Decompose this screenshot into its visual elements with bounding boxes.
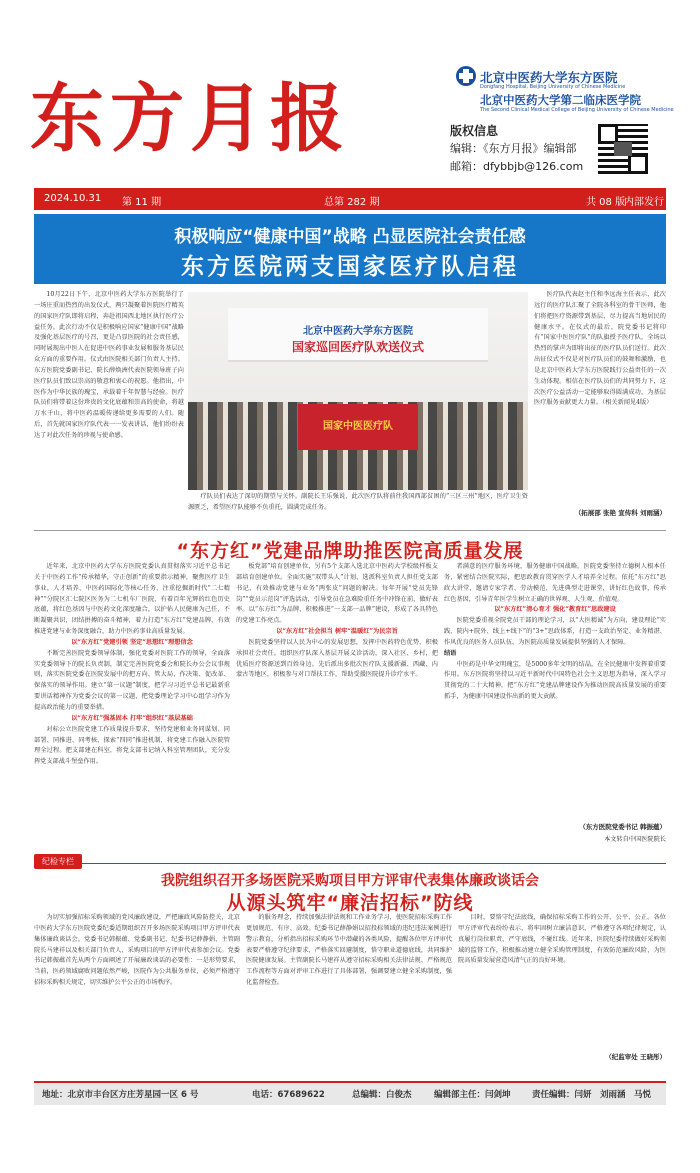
copyright-title: 版权信息 bbox=[450, 124, 499, 138]
article2-col3-text: 者满意的医疗服务环境，服务健康中国战略。医院党委坚持立德树人根本任务，紧密结合医院实际，把思政教育贯穿医学人才培养全过程。依托“东方红”思政大讲堂，邀请专家学者、劳动模范、先进典型走进课堂，讲好红色故事，传承红色基因，引导青年医学生树立正确的世界观、人生观、价值观。 bbox=[444, 563, 666, 603]
article2-col3-text-c: 中医药是中华文明瑰宝，是5000多年文明的结晶，在全民健康中发挥着重要作用。东方医院将坚持以习近平新时代中国特色社会主义思想为指导，深入学习贯彻党的二十大精神，把“东方红”党建品牌建设作为推动医院高质量发展的重要抓手，为健康中国建设作出新的更大贡献。 bbox=[444, 660, 666, 701]
article3-column-3 bbox=[458, 913, 666, 1053]
article1-credit: （拓展部 张艳 宣传科 刘雨涵） bbox=[574, 509, 666, 517]
article1-right-column bbox=[534, 290, 666, 512]
article1-right-text: 医疗队代表赵主任和李远海主任表示，此次远行的医疗队汇聚了全院各科室的骨干医师，他们将把医疗资源带到基层，尽力提高当地居民的健康水平。在仪式的最后，院党委书记将印有“国家中医医疗队”的队旗授予医疗队，全场以热烈的掌声为即将出征的医疗队员们送行。此次出征仪式不仅是对医疗队员们的鼓舞和激励，也是北京中医药大学东方医院践行公益责任的一次生动体现。相信在医疗队员们的共同努力下，这次医疗公益活动一定能够取得圆满成功，为基层医疗服务贡献更大力量。（相关新闻见4版） bbox=[534, 291, 666, 407]
article2-title: “东方红”党建品牌助推医院高质量发展 bbox=[176, 540, 524, 562]
article3-col1-text: 为切实加强招标采购领域的党风廉政建设，严把廉政风险防控关，北京中医药大学东方医院党委纪委适期组织召开多场医院采购项目甲方评审代表集体廉政谈话会。党委书记韩振蕴、党委副书记、纪委书记薛静娟、主管副院长马建祥以及相关部门负责人、采购项目的甲方评审代表参加会议。党委书记韩振蕴首先从两个方面阐述了开展廉政谈话的必要性：一是形势要求，当前，医药领域腐败问题依然严峻，医院作为公共服务单位，必须严格遵守招标采购相关规定，切实维护公平公正的市场秩序。 bbox=[34, 914, 240, 987]
article2-ending-label: 结语 bbox=[444, 649, 457, 657]
footer-address: 地址：北京市丰台区方庄芳星园一区 6 号 bbox=[42, 1090, 199, 1100]
article1-photo bbox=[188, 292, 528, 490]
article2-column-2 bbox=[236, 562, 438, 820]
article2-col1-text: 近年来，北京中医药大学东方医院党委认真贯彻落实习近平总书记关于中医药工作“传承精华，守正创新”的重要指示精神，聚焦医疗卫生事业，人才培养、中医药国际化等核心任务，注重挖掘新时代“二七精神”“分院区汇七院区医务为二七机车厂医院，有着百年光辉的红色历史底蕴，将红色基因与中医药文化深度融合，以护佑人民健康为己任，不断凝聚共识，团结拼搏的奋斗精神，着力打造“东方红”党建品牌，有效推进党建与业务深度融合，助力中医药事业高质量发展。 bbox=[34, 563, 230, 636]
article2-col2-text: 板党部”培育创建单位，另有5个支部入选北京中医药大学校级样板支部培育创建单位。全面实施“双带头人”计划，选派科室负责人担任党支部书记，有效推动党建与业务“两张皮”问题的解决。每年开展“党员先锋岗”“党员示范岗”评选活动，引导党员在急难险重任务中冲锋在前，做好表率。以“东方红”为品牌，积极推进“一支部一品牌”建设，形成了各具特色的党建工作亮点。 bbox=[236, 563, 438, 625]
issue-number: 第 11 期 bbox=[122, 197, 162, 208]
divider bbox=[34, 530, 666, 531]
issue-date: 2024.10.31 bbox=[44, 193, 102, 204]
article3-credit: （纪监审处 王晓彤） bbox=[605, 1053, 666, 1061]
article2-col3-text-b: 医院党委重视全院党员干部的理论学习，以“大医精诚”为方向，建设理论“实践、院内+院外、线上+线下”的“3+”思政体系，打造一支政治坚定、业务精湛、作风优良的医务人员队伍，为医院高质量发展提供坚强的人才保障。 bbox=[444, 617, 666, 646]
article3-title-2: 从源头筑牢“廉洁招标”防线 bbox=[226, 892, 474, 914]
editor-line: 编辑：《东方月报》编辑部 bbox=[450, 142, 577, 155]
issue-pages: 共 08 版 bbox=[586, 197, 626, 208]
headline-title: 东方医院两支国家医疗队启程 bbox=[181, 254, 519, 280]
article2-subhead-1: 以“东方红”党建引领 坚定“思想红”理想信念 bbox=[71, 638, 193, 646]
article1-caption bbox=[188, 492, 528, 522]
article2-col2-text-b: 医院党委坚持以人民为中心的发展思想，发挥中医药特色优势，积极承担社会责任。组织医疗队深入基层开展义诊活动，深入社区、乡村，把优质医疗资源送到百姓身边。先后派出多批次医疗队支援新疆、西藏、内蒙古等地区，积极参与对口帮扶工作，帮助受援医院提升诊疗水平。 bbox=[236, 638, 438, 679]
article3-title-1: 我院组织召开多场医院采购项目甲方评审代表集体廉政谈话会 bbox=[161, 873, 539, 889]
footer-editors: 责任编辑：闫妍 刘雨涵 马悦 bbox=[532, 1090, 652, 1100]
hospital-name-1: 北京中医药大学东方医院 bbox=[480, 70, 618, 85]
masthead-title: 东方月报 bbox=[30, 76, 350, 162]
issue-distribution: 内部发行 bbox=[624, 197, 664, 208]
article3-col2-text: 的服务理念，持续加强法律法规和工作业务学习，使医院招标采购工作更加规范、有序、高效。纪委书记薛静娟以招投标领域的违纪违法案例进行警示教育，分析指出招标采购环节中潜藏的各类风险，提醒各位甲方评审代表要严格遵守纪律要求，严格落实回避制度，恪守职业道德底线，共同维护医院健康发展。主管副院长马建祥从遵守招标采购相关法律法规、严格规范工作流程等方面对评审工作进行了具体部署，强调要建立健全采购制度，强化监督检查。 bbox=[246, 914, 452, 987]
headline-subtitle: 积极响应“健康中国”战略 凸显医院社会责任感 bbox=[174, 227, 526, 247]
article3-col3-text: 目时，要恪守纪法底线，确保招标采购工作的公开、公平、公正。各位甲方评审代表纷纷表示，将牢固树立廉洁意识，严格遵守各项纪律规定，认真履行岗位职责，严守底线，不碰红线。近年来，医院纪委持续做好采购领域的监督工作，积极推动建立健全采购管理制度，有效防范廉政风险，为医院高质量发展营造风清气正的良好环境。 bbox=[458, 914, 666, 965]
hospital-name-2: 北京中医药大学第二临床医学院 bbox=[480, 93, 641, 107]
footer-deputy-director: 编辑部主任：闫剑坤 bbox=[434, 1090, 511, 1100]
article2-subhead-4: 以“东方红”清心育才 强化“教育红”思政建设 bbox=[494, 606, 616, 614]
article2-credit: （东方医院党委书记 韩振蕴） bbox=[579, 823, 666, 831]
issue-total: 总第 282 期 bbox=[324, 197, 380, 208]
footer-chief-editor: 总编辑：白俊杰 bbox=[352, 1090, 412, 1100]
hospital-name-2-en: The Second Clinical Medical College of Beijing University of Chinese Medicine bbox=[480, 107, 674, 113]
section-divider bbox=[34, 863, 666, 864]
article3-column-1 bbox=[34, 913, 240, 1065]
photo-title-2: 国家巡回医疗队欢送仪式 bbox=[291, 340, 424, 354]
article3-column-2 bbox=[246, 913, 452, 1065]
email-line[interactable]: 邮箱：dfybbjb@126.com bbox=[450, 160, 584, 173]
footer-phone: 电话：67689622 bbox=[252, 1090, 325, 1100]
hospital-name-1-en: Dongfang Hospital, Beijing University of Chinese Medicine bbox=[480, 84, 626, 90]
article1-caption-text: 疗队员们表达了深切的期望与关怀。副院长王乐强说，此次医疗队将前往我国西部贫困的“三区三州”地区，医疗卫生资源匮乏，希望医疗队能够不负重托，圆满完成任务。 bbox=[188, 493, 528, 511]
qr-code-icon bbox=[598, 124, 648, 174]
article2-subhead-3: 以“东方红”社会担当 树牢“温暖红”为民宗旨 bbox=[276, 628, 398, 636]
article2-column-3 bbox=[444, 562, 666, 820]
article2-subhead-2: 以“东方红”强基固本 打牢“组织红”基层基础 bbox=[71, 714, 193, 722]
article1-left-text: 10月22日下午，北京中医药大学东方医院举行了一场庄重而热烈的出发仪式，两只凝聚着医院医疗精英的国家医疗队即将启程，奔赴祖国西北地区执行医疗公益任务。此次行动不仅是积极响应国家“健康中国”战略及强化基层医疗的号召，更是凸显医院的社会责任感，同时展现出中医人在促进中医药事业发展和服务基层民众方面的重要作用。仪式由医院相关部门负责人主持。东方医院党委副书记、院长薛焕洲代表医院领导班子向医疗队员们致以崇高的敬意和衷心的祝愿。他指出，中医作为中华民族的瑰宝，承载着千年智慧与经验。医疗队员们将带着这份珍贵的文化底蕴和崇高的使命，将越万水千山，将中医药温暖传递给更多需要的人们。随后，首先就国家医疗队代表一一发表讲话，他们纷纷表达了对此次任务的珍视与使命感。 bbox=[34, 291, 184, 439]
article2-col1-text-c: 对标公立医院党建工作质量提升要求，坚持党建和业务同谋划、同部署、同推进、同考核，探索“四同”推进机制，将党建工作融入医院管理全过程。把支部建在科室，将党支部书记纳入科室管理团队，充分发挥党支部战斗堡垒作用。 bbox=[34, 725, 230, 766]
article2-column-1 bbox=[34, 562, 230, 820]
photo-title-1: 北京中医药大学东方医院 bbox=[303, 326, 413, 337]
hospital-logo-icon bbox=[456, 66, 476, 86]
article2-col1-text-b: 不断完善医院党委领导体制，强化党委对医院工作的领导，全面落实党委领导下的院长负责制，制定完善医院党委会和院长办公会议事规则，落实医院党委在医院发展中的把方向、管大局、作决策、促改革、保落实的领导作用。建立“第一议题”制度，把学习习近平总书记最新重要讲话精神作为党委会议的第一议题，把党委理论学习中心组学习作为提高政治能力的重要举措。 bbox=[34, 649, 230, 711]
article2-note: 本文转自中国医院院长 bbox=[604, 836, 666, 843]
footer bbox=[34, 1081, 666, 1105]
article1-left-column bbox=[34, 290, 184, 520]
photo-screen bbox=[228, 308, 488, 362]
photo-banner: 国家中医医疗队 bbox=[298, 404, 418, 450]
discipline-tag: 纪检专栏 bbox=[34, 854, 82, 869]
issue-bar bbox=[34, 188, 666, 210]
